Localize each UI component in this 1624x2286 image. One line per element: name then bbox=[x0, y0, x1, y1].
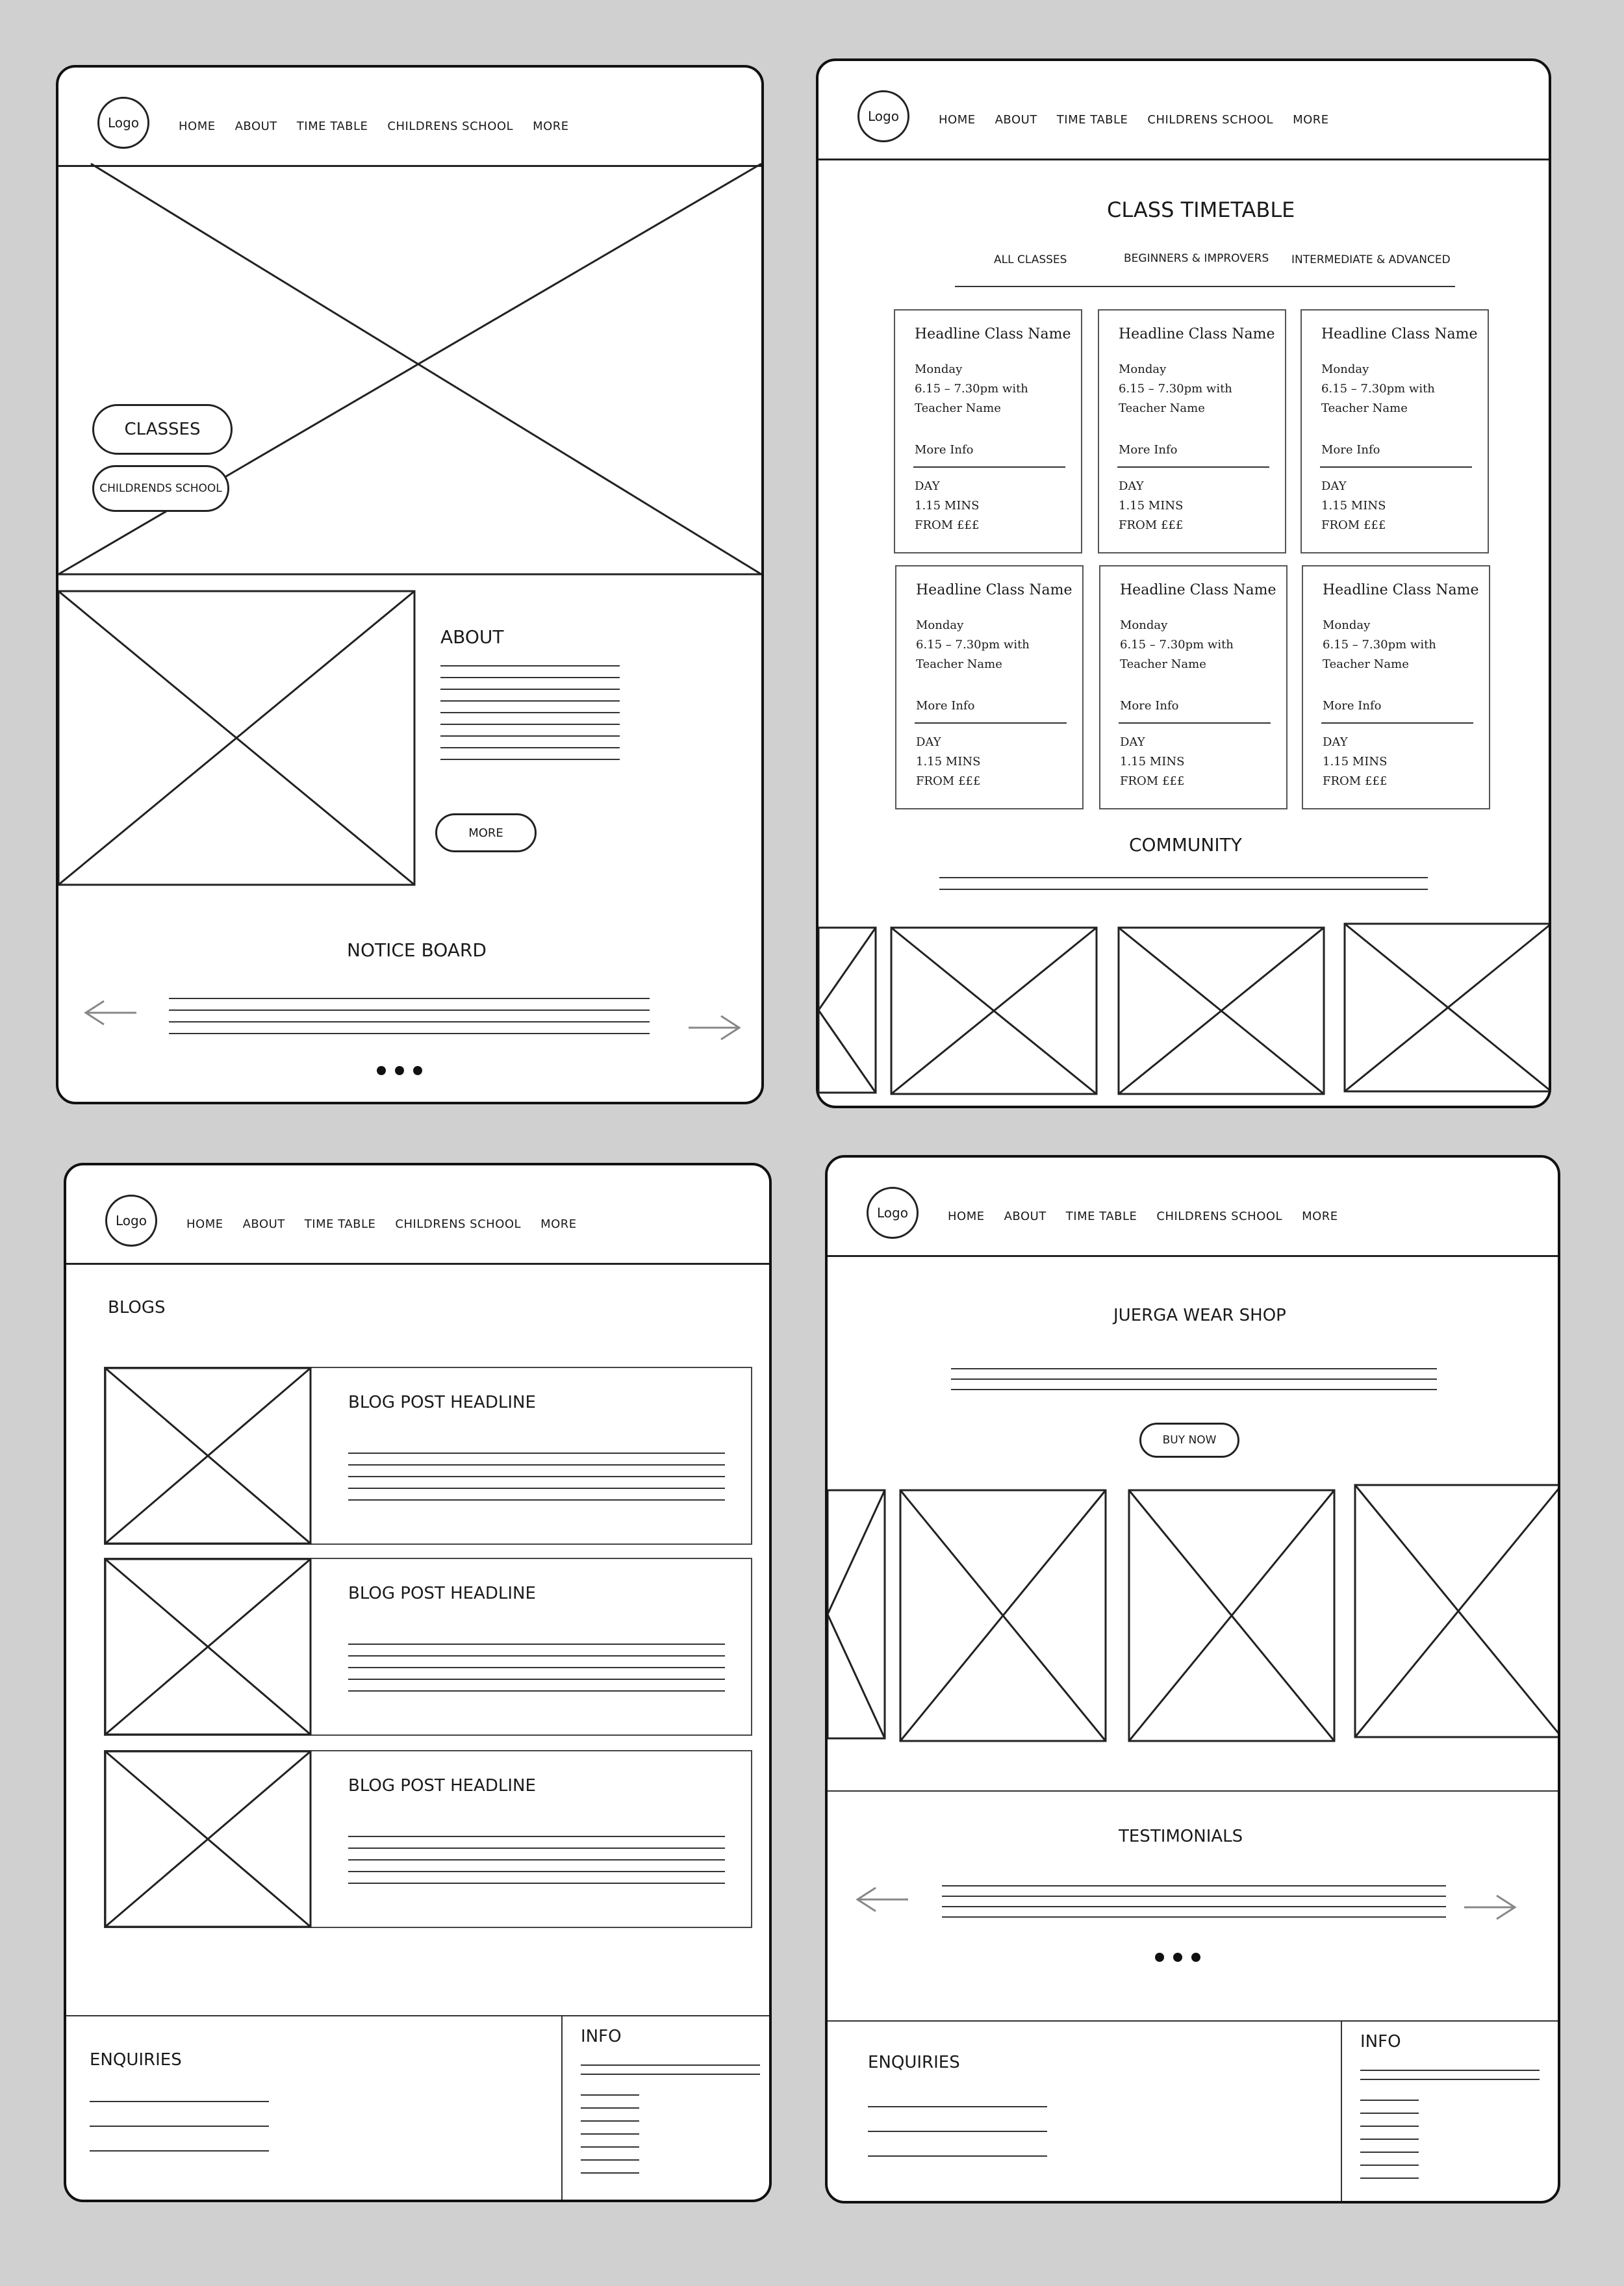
arrow-right-icon[interactable] bbox=[689, 1015, 741, 1041]
logo[interactable]: Logo bbox=[867, 1187, 919, 1239]
nav-about[interactable]: ABOUT bbox=[995, 113, 1037, 127]
enquiries-heading: ENQUIRIES bbox=[90, 2050, 182, 2070]
more-info-link[interactable]: More Info bbox=[916, 699, 975, 713]
blog-post[interactable] bbox=[104, 1367, 752, 1545]
more-info-link[interactable]: More Info bbox=[1119, 443, 1178, 457]
nav-about[interactable]: ABOUT bbox=[242, 1217, 285, 1231]
info-lines bbox=[581, 2064, 760, 2085]
about-heading: ABOUT bbox=[440, 626, 504, 648]
product-image-placeholder bbox=[900, 1490, 1107, 1742]
footer-top-rule bbox=[66, 2015, 772, 2016]
wireframe-timetable bbox=[816, 58, 1551, 1108]
nav-links bbox=[948, 1210, 1338, 1223]
blog-text-lines bbox=[348, 1644, 725, 1702]
nav-home[interactable]: HOME bbox=[948, 1210, 985, 1223]
product-image-placeholder bbox=[1129, 1490, 1336, 1742]
more-info-link[interactable]: More Info bbox=[915, 443, 974, 457]
tab-all-classes[interactable]: ALL CLASSES bbox=[994, 253, 1067, 266]
enquiries-lines bbox=[868, 2106, 1047, 2167]
nav-links bbox=[939, 113, 1329, 127]
carousel-dots[interactable] bbox=[377, 1066, 422, 1075]
blog-image-placeholder bbox=[105, 1559, 312, 1734]
blog-post-headline[interactable]: BLOG POST HEADLINE bbox=[348, 1584, 536, 1603]
tab-underline bbox=[955, 286, 1455, 287]
blogs-heading: BLOGS bbox=[108, 1298, 166, 1317]
info-heading: INFO bbox=[581, 2027, 622, 2046]
community-heading: COMMUNITY bbox=[1129, 834, 1242, 856]
product-image-placeholder bbox=[828, 1490, 887, 1740]
notice-text-lines bbox=[169, 998, 650, 1045]
nav-home[interactable]: HOME bbox=[179, 120, 216, 133]
nav-childrens-school[interactable]: CHILDRENS SCHOOL bbox=[1147, 113, 1274, 127]
class-card[interactable]: Headline Class Name Monday 6.15 – 7.30pm with Teacher Name More Info DAY 1.15 MINS FROM £££ bbox=[895, 565, 1084, 809]
card-divider bbox=[1119, 722, 1271, 724]
class-card[interactable]: Headline Class Name Monday 6.15 – 7.30pm with Teacher Name More Info DAY 1.15 MINS FROM £££ bbox=[1300, 309, 1489, 553]
card-divider bbox=[915, 722, 1067, 724]
card-divider bbox=[913, 466, 1065, 468]
logo[interactable]: Logo bbox=[105, 1195, 157, 1247]
enquiries-heading: ENQUIRIES bbox=[868, 2053, 960, 2072]
footer-top-rule bbox=[828, 2020, 1560, 2022]
classes-button[interactable]: CLASSES bbox=[92, 404, 233, 455]
blog-text-lines bbox=[348, 1453, 725, 1511]
testimonial-text-lines bbox=[942, 1885, 1446, 1928]
nav-timetable[interactable]: TIME TABLE bbox=[1065, 1210, 1137, 1223]
class-card[interactable]: Headline Class Name Monday 6.15 – 7.30pm with Teacher Name More Info DAY 1.15 MINS FROM £££ bbox=[1098, 309, 1286, 553]
wireframe-shop bbox=[825, 1155, 1560, 2203]
nav-links bbox=[179, 120, 569, 133]
about-text-lines bbox=[440, 665, 620, 770]
nav-timetable[interactable]: TIME TABLE bbox=[1056, 113, 1128, 127]
enquiries-lines bbox=[90, 2101, 269, 2162]
community-image-placeholder bbox=[891, 928, 1098, 1095]
blog-text-lines bbox=[348, 1836, 725, 1894]
childrens-school-button[interactable]: CHILDRENDS SCHOOL bbox=[92, 465, 229, 512]
class-card[interactable]: Headline Class Name Monday 6.15 – 7.30pm with Teacher Name More Info DAY 1.15 MINS FROM £££ bbox=[1302, 565, 1490, 809]
nav-home[interactable]: HOME bbox=[186, 1217, 223, 1231]
blog-post-headline[interactable]: BLOG POST HEADLINE bbox=[348, 1776, 536, 1796]
community-image-placeholder bbox=[1119, 928, 1325, 1095]
nav-timetable[interactable]: TIME TABLE bbox=[304, 1217, 376, 1231]
blog-image-placeholder bbox=[105, 1368, 312, 1543]
nav-bar bbox=[58, 68, 761, 167]
arrow-left-icon[interactable] bbox=[84, 1000, 136, 1026]
info-lines bbox=[1360, 2070, 1540, 2090]
nav-childrens-school[interactable]: CHILDRENS SCHOOL bbox=[1156, 1210, 1283, 1223]
arrow-right-icon[interactable] bbox=[1464, 1894, 1516, 1920]
card-divider bbox=[1320, 466, 1472, 468]
testimonials-heading: TESTIMONIALS bbox=[1119, 1827, 1243, 1846]
logo[interactable]: Logo bbox=[857, 90, 909, 142]
shop-text-lines bbox=[951, 1368, 1437, 1401]
blog-post[interactable] bbox=[104, 1558, 752, 1736]
nav-timetable[interactable]: TIME TABLE bbox=[296, 120, 368, 133]
arrow-left-icon[interactable] bbox=[856, 1886, 908, 1912]
class-card[interactable]: Headline Class Name Monday 6.15 – 7.30pm with Teacher Name More Info DAY 1.15 MINS FROM £££ bbox=[894, 309, 1082, 553]
wireframe-blogs bbox=[64, 1163, 772, 2202]
nav-more[interactable]: MORE bbox=[1293, 113, 1329, 127]
more-info-link[interactable]: More Info bbox=[1120, 699, 1179, 713]
about-image-placeholder bbox=[58, 591, 414, 885]
card-divider bbox=[1117, 466, 1269, 468]
product-image-placeholder bbox=[1355, 1485, 1560, 1740]
class-card[interactable]: Headline Class Name Monday 6.15 – 7.30pm with Teacher Name More Info DAY 1.15 MINS FROM £££ bbox=[1099, 565, 1288, 809]
community-image-placeholder bbox=[818, 928, 878, 1093]
nav-childrens-school[interactable]: CHILDRENS SCHOOL bbox=[387, 120, 514, 133]
nav-childrens-school[interactable]: CHILDRENS SCHOOL bbox=[395, 1217, 522, 1231]
community-image-placeholder bbox=[1345, 924, 1551, 1094]
nav-bar bbox=[66, 1165, 769, 1265]
nav-more[interactable]: MORE bbox=[533, 120, 569, 133]
logo[interactable]: Logo bbox=[97, 97, 149, 149]
card-divider bbox=[1321, 722, 1473, 724]
buy-now-button[interactable]: BUY NOW bbox=[1139, 1423, 1239, 1458]
more-info-link[interactable]: More Info bbox=[1321, 443, 1380, 457]
more-info-link[interactable]: More Info bbox=[1323, 699, 1382, 713]
nav-bar bbox=[818, 61, 1549, 160]
tab-intermediate[interactable]: INTERMEDIATE & ADVANCED bbox=[1291, 253, 1451, 266]
nav-about[interactable]: ABOUT bbox=[1004, 1210, 1047, 1223]
about-more-button[interactable]: MORE bbox=[435, 813, 537, 852]
nav-more[interactable]: MORE bbox=[540, 1217, 577, 1231]
tab-beginners[interactable]: BEGINNERS & IMPROVERS bbox=[1124, 252, 1269, 265]
blog-post-headline[interactable]: BLOG POST HEADLINE bbox=[348, 1393, 536, 1412]
section-rule bbox=[828, 1790, 1560, 1792]
nav-more[interactable]: MORE bbox=[1302, 1210, 1338, 1223]
blog-image-placeholder bbox=[105, 1751, 312, 1927]
hero-image-placeholder bbox=[58, 164, 761, 574]
footer-divider bbox=[1341, 2020, 1342, 2203]
nav-links bbox=[186, 1217, 577, 1231]
carousel-dots[interactable] bbox=[1155, 1953, 1200, 1962]
info-short-lines bbox=[1360, 2100, 1419, 2189]
nav-home[interactable]: HOME bbox=[939, 113, 976, 127]
page-title: CLASS TIMETABLE bbox=[1107, 197, 1295, 222]
community-text-lines bbox=[939, 877, 1428, 900]
shop-heading: JUERGA WEAR SHOP bbox=[1113, 1306, 1286, 1325]
nav-bar bbox=[828, 1158, 1558, 1257]
notice-board-heading: NOTICE BOARD bbox=[347, 939, 487, 961]
info-heading: INFO bbox=[1360, 2032, 1401, 2051]
blog-post[interactable] bbox=[104, 1750, 752, 1928]
wireframe-home bbox=[56, 65, 764, 1104]
info-short-lines bbox=[581, 2094, 639, 2184]
nav-about[interactable]: ABOUT bbox=[235, 120, 277, 133]
footer-divider bbox=[561, 2015, 563, 2202]
